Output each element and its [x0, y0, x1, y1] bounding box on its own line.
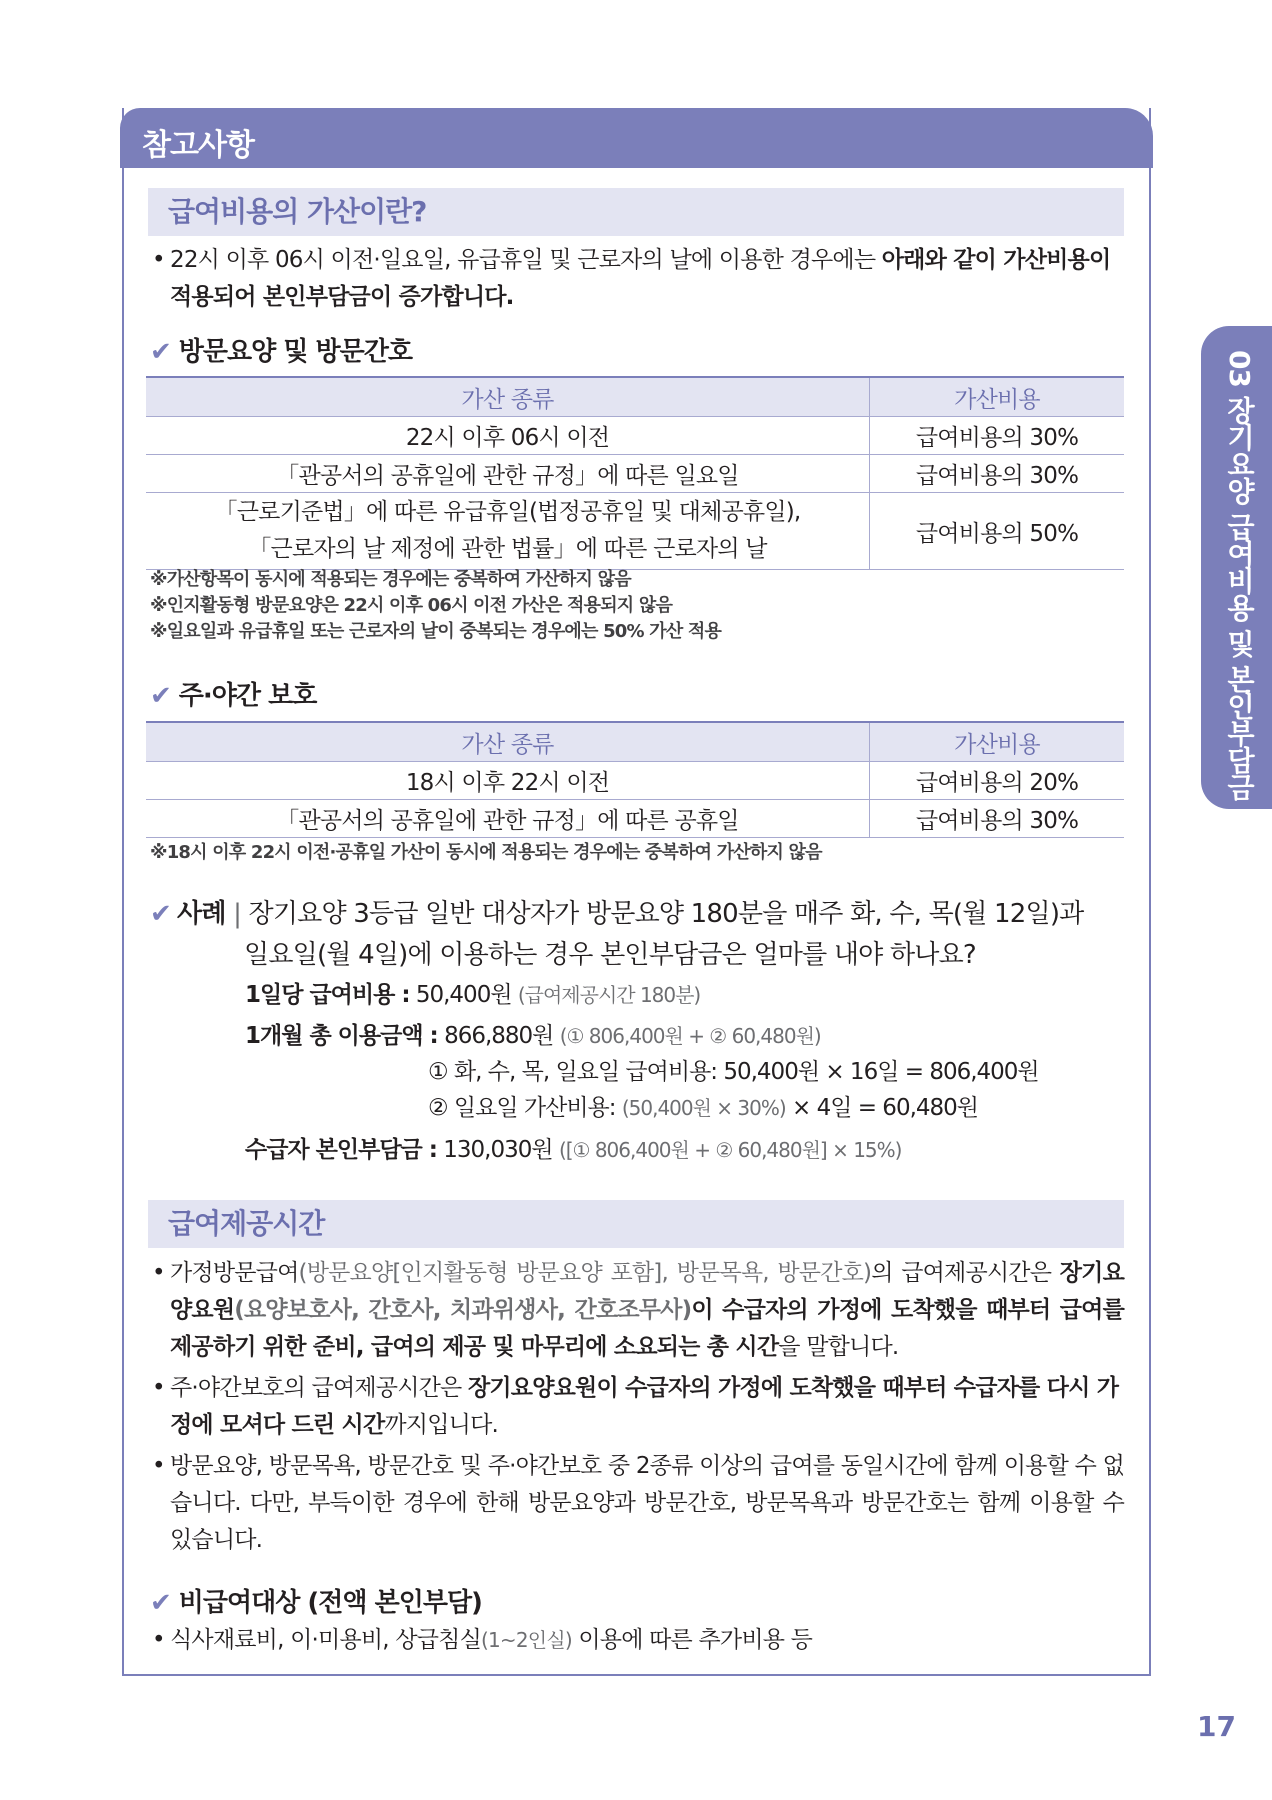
col-header-cost: 가산비용 [870, 377, 1125, 417]
col-header-cost: 가산비용 [870, 722, 1125, 762]
table-cell: 급여비용의 30% [870, 800, 1125, 838]
col-header-type: 가산 종류 [146, 722, 870, 762]
check-icon: ✔ [150, 337, 171, 367]
table-header-row [146, 722, 1124, 762]
col-header-type: 가산 종류 [146, 377, 870, 417]
case-question-line2: 일요일(월 4일)에 이용하는 경우 본인부담금은 얼마를 내야 하나요? [244, 940, 976, 970]
heading-visit-care [150, 331, 412, 368]
section-title-surcharge: 급여비용의 가산이란? [148, 188, 1124, 236]
text-span: 까지입니다. [384, 1412, 498, 1438]
text-span: 식사재료비, 이·미용비, 상급침실 [170, 1627, 481, 1653]
note-line: ※인지활동형 방문요양은 22시 이후 06시 이전 가산은 적용되지 않음 [150, 595, 673, 616]
monthly-total-value: 866,880원 [444, 1023, 554, 1049]
text-span: 의 급여제공시간은 [871, 1260, 1060, 1286]
reference-box-title: 참고사항 [142, 128, 254, 163]
calc-line-2-result: × 4일 = 60,480원 [785, 1095, 979, 1121]
daily-cost-label: 1일당 급여비용 : [245, 982, 410, 1008]
page-number: 17 [1197, 1710, 1236, 1743]
case-separator: | [233, 899, 242, 929]
table-cell: 급여비용의 30% [870, 455, 1125, 493]
case-text: 장기요양 3등급 일반 대상자가 방문요양 180분을 매주 화, 수, 목(월 12일)과 [248, 899, 1084, 929]
heading-day-care-label: 주·야간 보호 [178, 681, 317, 711]
heading-non-benefit [150, 1582, 482, 1619]
day-care-note: ※18시 이후 22시 이전·공휴일 가산이 동시에 적용되는 경우에는 중복하여 가산하지 않음 [150, 842, 822, 863]
check-icon: ✔ [150, 681, 171, 711]
copay-label: 수급자 본인부담금 : [245, 1137, 437, 1163]
case-label: 사례 [177, 899, 226, 929]
table-row [146, 800, 1124, 838]
text-span: 주·야간보호의 급여제공시간은 [170, 1375, 468, 1401]
bullet: • [152, 1375, 165, 1401]
heading-day-care [150, 675, 316, 712]
table-cell: 18시 이후 22시 이전 [146, 762, 870, 800]
text-span: (방문요양[인지활동형 방문요양 포함], 방문목욕, 방문간호) [298, 1260, 872, 1286]
day-care-surcharge-table [146, 721, 1124, 838]
text-span: 이용에 따른 추가비용 등 [571, 1627, 813, 1653]
text-span: 가정방문급여 [170, 1260, 299, 1286]
section-title-service-time: 급여제공시간 [148, 1200, 1124, 1248]
table-cell: 급여비용의 20% [870, 762, 1125, 800]
check-icon: ✔ [150, 1588, 171, 1618]
copay-value: 130,030원 [443, 1137, 553, 1163]
intro-text: 22시 이후 06시 이전·일요일, 유급휴일 및 근로자의 날에 이용한 경우에는 [170, 247, 882, 273]
table-cell [146, 493, 870, 570]
table-cell-line: 「근로자의 날 제정에 관한 법률」에 따른 근로자의 날 [248, 536, 767, 562]
text-span: 을 말합니다. [778, 1334, 899, 1360]
text-span: 장기요양요원 [170, 1260, 1124, 1323]
daily-cost-note: (급여제공시간 180분) [517, 983, 701, 1007]
table-cell: 급여비용의 50% [870, 493, 1125, 570]
surcharge-intro [152, 242, 1124, 316]
bullet: • [152, 1627, 165, 1653]
table-row [146, 762, 1124, 800]
service-time-para-1 [152, 1255, 1124, 1366]
service-time-para-3 [152, 1448, 1124, 1559]
table-row [146, 455, 1124, 493]
text-span: 장기요양요원이 수급자의 가정에 도착했을 때부터 수급자를 다시 가정에 모셔다 드린 시간 [170, 1375, 1119, 1438]
service-time-para-2 [152, 1370, 1124, 1444]
table-cell: 「관공서의 공휴일에 관한 규정」에 따른 일요일 [146, 455, 870, 493]
intro-bold-text: 아래와 같이 가산비용이 적용되어 본인부담금이 증가합니다. [170, 247, 1111, 310]
monthly-total-label: 1개월 총 이용금액 : [245, 1023, 438, 1049]
heading-non-benefit-label: 비급여대상 (전액 본인부담) [178, 1588, 482, 1618]
calc-line-1: ① 화, 수, 목, 일요일 급여비용: 50,400원 × 16일 = 806,400원 [428, 1059, 1039, 1085]
visit-notes [150, 567, 721, 645]
table-cell: 22시 이후 06시 이전 [146, 417, 870, 455]
text-span: 방문요양, 방문목욕, 방문간호 및 주·야간보호 중 2종류 이상의 급여를 동일시간에 함께 이용할 수 없습니다. 다만, 부득이한 경우에 한해 방문요양과 방문간호, 방문목욕과 방문간호는 함께 이용할 수 있습니다. [170, 1453, 1124, 1553]
table-header-row [146, 377, 1124, 417]
reference-box-header [120, 108, 1153, 168]
calc-line-2-label: ② 일요일 가산비용: [428, 1095, 622, 1121]
copay-result [245, 1131, 901, 1164]
note-line: ※일요일과 유급휴일 또는 근로자의 날이 중복되는 경우에는 50% 가산 적용 [150, 621, 722, 642]
table-cell-line: 「근로기준법」에 따른 유급휴일(법정공휴일 및 대체공휴일), [214, 499, 801, 525]
bullet: • [152, 1453, 165, 1479]
chapter-side-tab-label: 03 장기요양 급여비용 및 본인부담금 [1223, 350, 1256, 800]
table-cell: 급여비용의 30% [870, 417, 1125, 455]
daily-cost-value: 50,400원 [415, 982, 512, 1008]
daily-cost [245, 976, 700, 1009]
check-icon: ✔ [150, 899, 171, 929]
copay-note: ([① 806,400원 + ② 60,480원] × 15%) [558, 1138, 902, 1162]
non-benefit-item [152, 1622, 1124, 1659]
monthly-total [245, 1017, 821, 1050]
table-row [146, 493, 1124, 570]
visit-surcharge-table [146, 376, 1124, 570]
table-row [146, 417, 1124, 455]
calc-line-2-formula: (50,400원 × 30%) [621, 1096, 786, 1120]
text-span: (1~2인실) [481, 1628, 572, 1652]
monthly-total-note: (① 806,400원 + ② 60,480원) [559, 1024, 821, 1048]
table-cell: 「관공서의 공휴일에 관한 규정」에 따른 공휴일 [146, 800, 870, 838]
note-line: ※가산항목이 동시에 적용되는 경우에는 중복하여 가산하지 않음 [150, 569, 631, 590]
heading-visit-care-label: 방문요양 및 방문간호 [178, 337, 412, 367]
calc-line-2 [428, 1089, 978, 1122]
text-span: 이 수급자의 가정에 도착했을 때부터 급여를 제공하기 위한 준비, 급여의 제공 및 마무리에 소요되는 총 시간 [170, 1297, 1125, 1360]
case-question-line1 [150, 893, 1083, 930]
bullet: • [152, 1260, 165, 1286]
text-span: (요양보호사, 간호사, 치과위생사, 간호조무사) [234, 1297, 692, 1323]
bullet: • [152, 247, 165, 273]
